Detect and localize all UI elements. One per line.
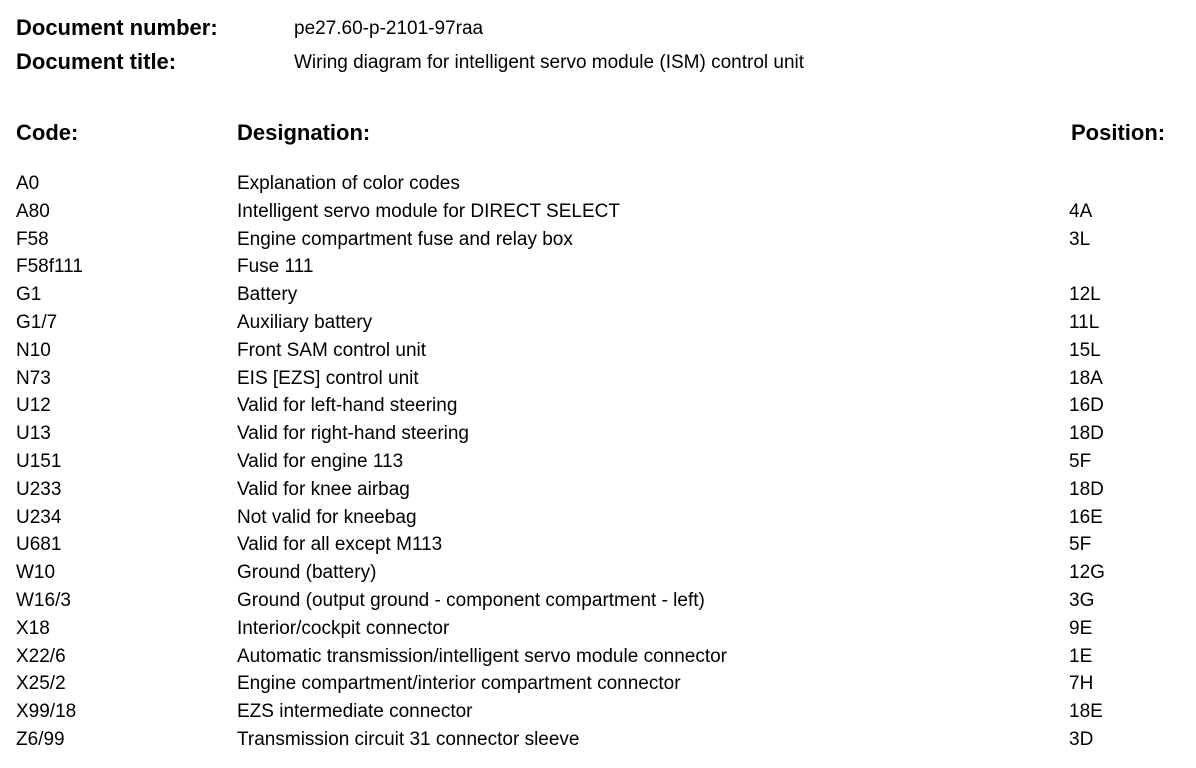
position-cell: 9E: [1069, 617, 1093, 639]
designation-cell: Intelligent servo module for DIRECT SELECT: [237, 200, 620, 222]
designation-cell: Auxiliary battery: [237, 311, 373, 333]
component-table: [0, 171, 1196, 755]
code-cell: G1/7: [16, 311, 58, 333]
position-cell: 1E: [1069, 645, 1093, 667]
code-cell: X99/18: [16, 701, 77, 723]
table-row: [0, 393, 1196, 421]
table-row: [0, 254, 1196, 282]
position-cell: 5F: [1069, 534, 1092, 556]
position-cell: 7H: [1069, 673, 1094, 695]
column-header-designation: Designation:: [237, 120, 371, 145]
code-cell: Z6/99: [16, 728, 65, 750]
table-row: [0, 616, 1196, 644]
designation-cell: Explanation of color codes: [237, 173, 460, 194]
table-row: [0, 505, 1196, 533]
code-cell: F58: [16, 228, 49, 250]
code-cell: U151: [16, 450, 62, 472]
table-row: [0, 282, 1196, 310]
table-row: [0, 532, 1196, 560]
position-cell: 11L: [1069, 311, 1100, 333]
position-cell: 3L: [1069, 228, 1091, 250]
code-cell: A80: [16, 200, 50, 222]
position-cell: 18D: [1069, 478, 1104, 500]
code-cell: W16/3: [16, 589, 71, 611]
table-row: [0, 449, 1196, 477]
column-header-code: Code:: [16, 120, 79, 145]
code-cell: A0: [16, 173, 40, 194]
designation-cell: Transmission circuit 31 connector sleeve: [237, 728, 580, 750]
designation-cell: Not valid for kneebag: [237, 506, 417, 528]
position-cell: 16D: [1069, 395, 1104, 417]
document-number-label: Document number:: [16, 15, 218, 40]
designation-cell: Ground (output ground - component compartment - left): [237, 589, 705, 611]
table-row: [0, 727, 1196, 755]
code-cell: U681: [16, 534, 62, 556]
designation-cell: Front SAM control unit: [237, 339, 427, 361]
code-cell: X25/2: [16, 673, 66, 695]
designation-cell: EZS intermediate connector: [237, 701, 473, 723]
code-cell: U12: [16, 395, 51, 417]
document-number-value: pe27.60-p-2101-97raa: [294, 18, 484, 39]
designation-cell: Battery: [237, 284, 298, 306]
designation-cell: Valid for knee airbag: [237, 478, 410, 500]
code-cell: U234: [16, 506, 62, 528]
designation-cell: EIS [EZS] control unit: [237, 367, 419, 389]
position-cell: 15L: [1069, 339, 1101, 361]
code-cell: N10: [16, 339, 51, 361]
table-row: [0, 560, 1196, 588]
position-cell: 12L: [1069, 284, 1101, 306]
designation-cell: Engine compartment/interior compartment connector: [237, 673, 681, 695]
column-header-position: Position:: [1071, 120, 1166, 145]
table-row: [0, 366, 1196, 394]
designation-cell: Fuse 111: [237, 256, 314, 278]
position-cell: 18D: [1069, 423, 1104, 445]
designation-cell: Engine compartment fuse and relay box: [237, 228, 573, 250]
code-cell: F58f111: [16, 256, 83, 278]
table-row: [0, 421, 1196, 449]
document-title-value: Wiring diagram for intelligent servo module (ISM) control unit: [294, 52, 805, 73]
position-cell: 12G: [1069, 562, 1105, 584]
code-cell: X18: [16, 617, 50, 639]
position-cell: 18E: [1069, 701, 1103, 723]
table-row: [0, 671, 1196, 699]
designation-cell: Valid for left-hand steering: [237, 395, 458, 417]
table-row: [0, 699, 1196, 727]
position-cell: 18A: [1069, 367, 1103, 389]
table-row: [0, 644, 1196, 672]
designation-cell: Automatic transmission/intelligent servo module connector: [237, 645, 728, 667]
position-cell: 3G: [1069, 589, 1095, 611]
table-row: [0, 588, 1196, 616]
table-row: [0, 310, 1196, 338]
designation-cell: Valid for engine 113: [237, 450, 404, 472]
table-row: [0, 338, 1196, 366]
table-row: [0, 227, 1196, 255]
table-row: [0, 171, 1196, 199]
code-cell: U13: [16, 423, 51, 445]
code-cell: X22/6: [16, 645, 66, 667]
table-row: [0, 477, 1196, 505]
designation-cell: Ground (battery): [237, 562, 377, 584]
designation-cell: Valid for all except M113: [237, 534, 443, 556]
code-cell: N73: [16, 367, 51, 389]
position-cell: 3D: [1069, 728, 1094, 750]
code-cell: G1: [16, 284, 42, 306]
code-cell: W10: [16, 562, 56, 584]
position-cell: 16E: [1069, 506, 1103, 528]
designation-cell: Valid for right-hand steering: [237, 423, 469, 445]
code-cell: U233: [16, 478, 62, 500]
designation-cell: Interior/cockpit connector: [237, 617, 450, 639]
position-cell: 4A: [1069, 200, 1093, 222]
document-title-label: Document title:: [16, 49, 177, 74]
table-row: [0, 199, 1196, 227]
position-cell: 5F: [1069, 450, 1092, 472]
